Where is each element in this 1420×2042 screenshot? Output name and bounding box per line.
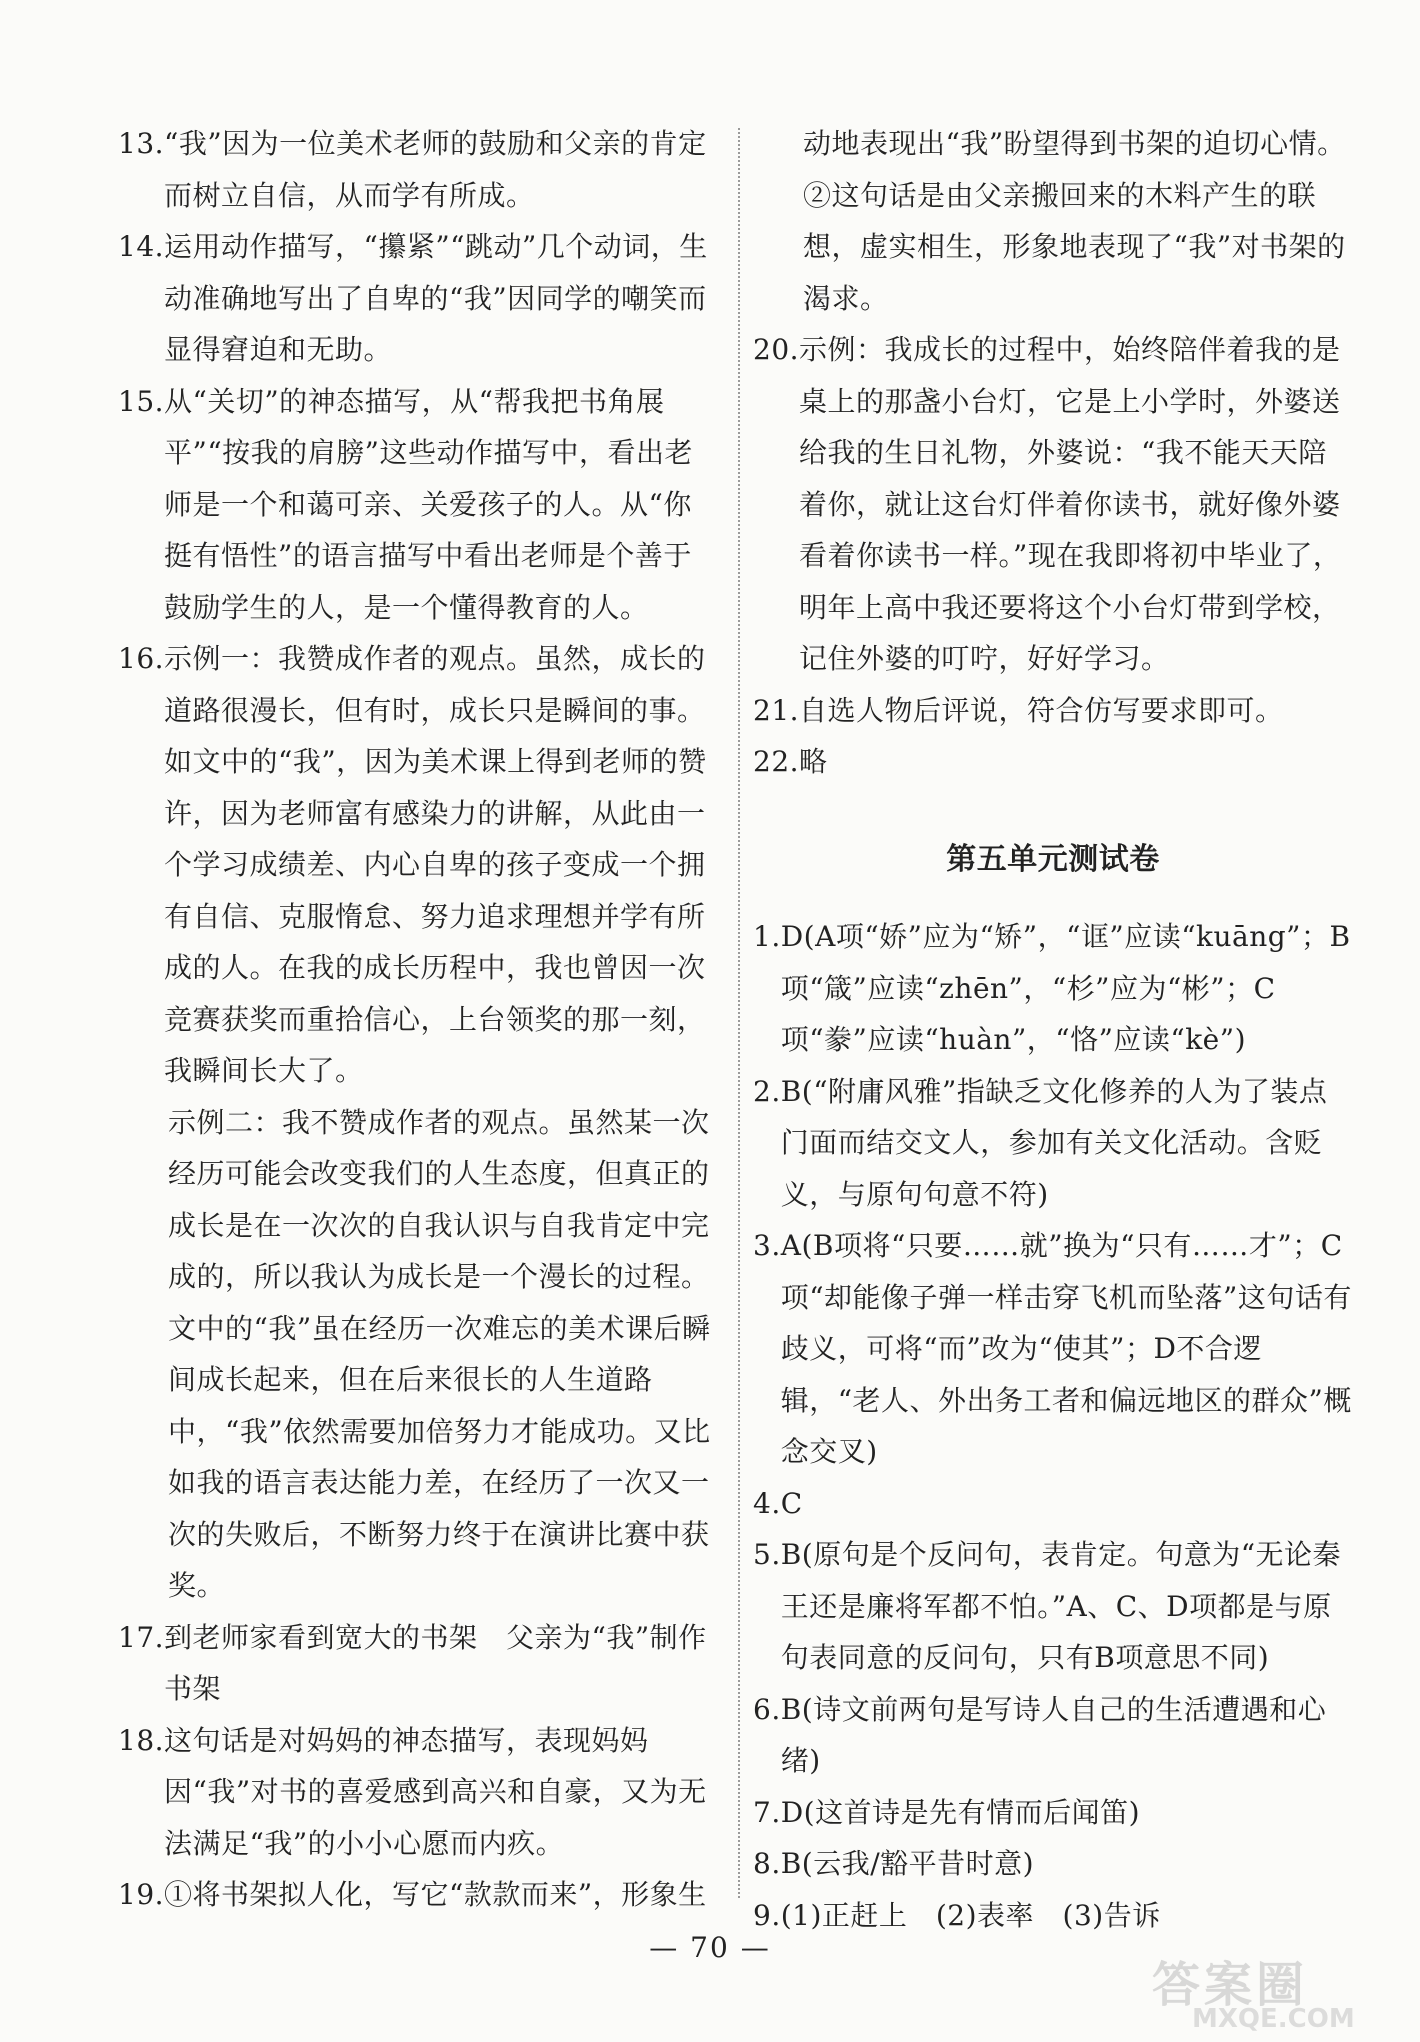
answer-number: 9. — [753, 1898, 781, 1932]
answer-paragraph: 动地表现出“我”盼望得到书架的迫切心情。 — [803, 127, 1346, 160]
watermark-domain: MXQE.COM — [1192, 2004, 1355, 2034]
section-title: 第五单元测试卷 — [946, 841, 1160, 877]
answer-text: C — [780, 1486, 803, 1520]
answer-number: 22. — [753, 745, 800, 778]
answer-paragraph: 示例二：我不赞成作者的观点。虽然某一次经历可能会改变我们的人生态度，但真正的成长是在一次次的自我认识与自我肯定中完成的，所以我认为成长是一个漫长的过程。文中的“我”虽在经历一次难忘的美术课后瞬间成长起来，但在后来很长的人生道路中，“我”依然需要加倍努力才能成功。又比如我的语言表达能力差，在经历了一次又一次的失败后，不断努力终于在演讲比赛中获奖。 — [168, 1105, 711, 1602]
answer-text: D(A项“娇”应为“矫”，“诓”应读“kuāng”；B项“箴”应读“zhēn”，“杉”应为“彬”；C项“豢”应读“huàn”，“恪”应读“kè”) — [780, 920, 1351, 1056]
column-divider — [738, 128, 740, 1898]
answer-number: 20. — [753, 333, 800, 366]
answer-text: 从“关切”的神态描写，从“帮我把书角展平”“按我的肩膀”这些动作描写中，看出老师是一个和蔼可亲、关爱孩子的人。从“你挺有悟性”的语言描写中看出老师是个善于鼓励学生的人，是一个懂得教育的人。 — [164, 384, 693, 624]
answer-item — [753, 911, 1353, 1066]
answer-item — [753, 1220, 1353, 1478]
answer-number: 6. — [753, 1692, 781, 1726]
answer-number: 14. — [118, 230, 165, 263]
answer-item — [753, 1838, 1353, 1890]
answer-paragraph: ②这句话是由父亲搬回来的木料产生的联想，虚实相生，形象地表现了“我”对书架的渴求。 — [803, 178, 1346, 315]
answer-number: 17. — [118, 1620, 165, 1654]
answer-item — [753, 1529, 1353, 1684]
answer-text: 这句话是对妈妈的神态描写，表现妈妈因“我”对书的喜爱感到高兴和自豪，又为无法满足“我”的小小心愿而内疚。 — [164, 1723, 707, 1860]
answer-text: B(“附庸风雅”指缺乏文化修养的人为了装点门面而结交文人，参加有关文化活动。含贬义，与原句句意不符) — [780, 1074, 1328, 1211]
answer-text: 略 — [799, 745, 828, 778]
answer-text: B(原句是个反问句，表肯定。句意为“无论秦王还是廉将军都不怕。”A、C、D项都是与原句表同意的反问句，只有B项意思不同) — [780, 1538, 1342, 1674]
answer-text: ①将书架拟人化，写它“款款而来”，形象生 — [164, 1878, 707, 1911]
answer-text: (1)正赶上 (2)表率 (3)告诉 — [780, 1898, 1161, 1932]
answer-number: 4. — [753, 1486, 781, 1520]
answer-number: 8. — [753, 1847, 781, 1880]
answer-item — [753, 1478, 1353, 1530]
answer-item — [118, 118, 718, 221]
answer-text: “我”因为一位美术老师的鼓励和父亲的肯定而树立自信，从而学有所成。 — [164, 127, 707, 212]
answer-number: 21. — [753, 693, 800, 727]
answer-text: D(这首诗是先有情而后闻笛) — [780, 1795, 1141, 1829]
answer-number: 13. — [118, 127, 165, 160]
answer-item — [753, 1684, 1353, 1787]
answer-number: 5. — [753, 1538, 781, 1571]
right-column-bottom — [753, 911, 1353, 1941]
answer-number: 19. — [118, 1878, 165, 1911]
answer-item — [753, 1787, 1353, 1839]
answer-text: 运用动作描写，“攥紧”“跳动”几个动词，生动准确地写出了自卑的“我”因同学的嘲笑而显得窘迫和无助。 — [164, 230, 708, 366]
watermark-logo — [1152, 1946, 1402, 2036]
answer-number: 1. — [753, 920, 781, 953]
answer-number: 18. — [118, 1723, 165, 1757]
answer-number: 7. — [753, 1795, 781, 1829]
answer-text: 示例一：我赞成作者的观点。虽然，成长的道路很漫长，但有时，成长只是瞬间的事。如文中的“我”，因为美术课上得到老师的赞许，因为老师富有感染力的讲解，从此由一个学习成绩差、内心自卑的孩子变成一个拥有自信、克服惰怠、努力追求理想并学有所成的人。在我的成长历程中，我也曾因一次竞赛获奖而重拾信心，上台领奖的那一刻，我瞬间长大了。 — [164, 642, 707, 1087]
answer-number: 2. — [753, 1074, 781, 1108]
page-number: — 70 — — [649, 1931, 771, 1964]
right-column — [753, 118, 1353, 1941]
answer-item — [118, 221, 718, 376]
answer-text: A(B项将“只要……就”换为“只有……才”；C项“却能像子弹一样击穿飞机而坠落”这句话有歧义，可将“而”改为“使其”；D不合逻辑，“老人、外出务工者和偏远地区的群众”概念交叉) — [780, 1229, 1352, 1468]
answer-text: 到老师家看到宽大的书架 父亲为“我”制作书架 — [164, 1620, 707, 1705]
answer-item — [753, 1066, 1353, 1221]
answer-text: 示例：我成长的过程中，始终陪伴着我的是桌上的那盏小台灯，它是上小学时，外婆送给我的生日礼物，外婆说：“我不能天天陪着你，就让这台灯伴着你读书，就好像外婆看着你读书一样。”现在我即将初中毕业了，明年上高中我还要将这个小台灯带到学校，记住外婆的叮咛，好好学习。 — [799, 333, 1342, 675]
right-column-top — [753, 118, 1353, 788]
answer-text: B(诗文前两句是写诗人自己的生活遭遇和心绪) — [780, 1692, 1327, 1777]
answer-number: 3. — [753, 1229, 781, 1262]
answer-text: 自选人物后评说，符合仿写要求即可。 — [799, 693, 1284, 727]
answer-item — [753, 324, 1353, 685]
answer-text: B(云我/豁平昔时意) — [780, 1847, 1035, 1880]
answer-item — [753, 685, 1353, 737]
answer-number: 15. — [118, 384, 165, 418]
answer-item — [118, 1715, 718, 1870]
answer-item — [118, 376, 718, 634]
watermark-text: 答案圈 — [1152, 1957, 1309, 2013]
answer-item — [118, 1869, 718, 1921]
answer-item — [753, 736, 1353, 788]
left-column — [118, 118, 718, 1921]
answer-item — [118, 1612, 718, 1715]
answer-item — [118, 633, 718, 1097]
answer-number: 16. — [118, 642, 165, 675]
